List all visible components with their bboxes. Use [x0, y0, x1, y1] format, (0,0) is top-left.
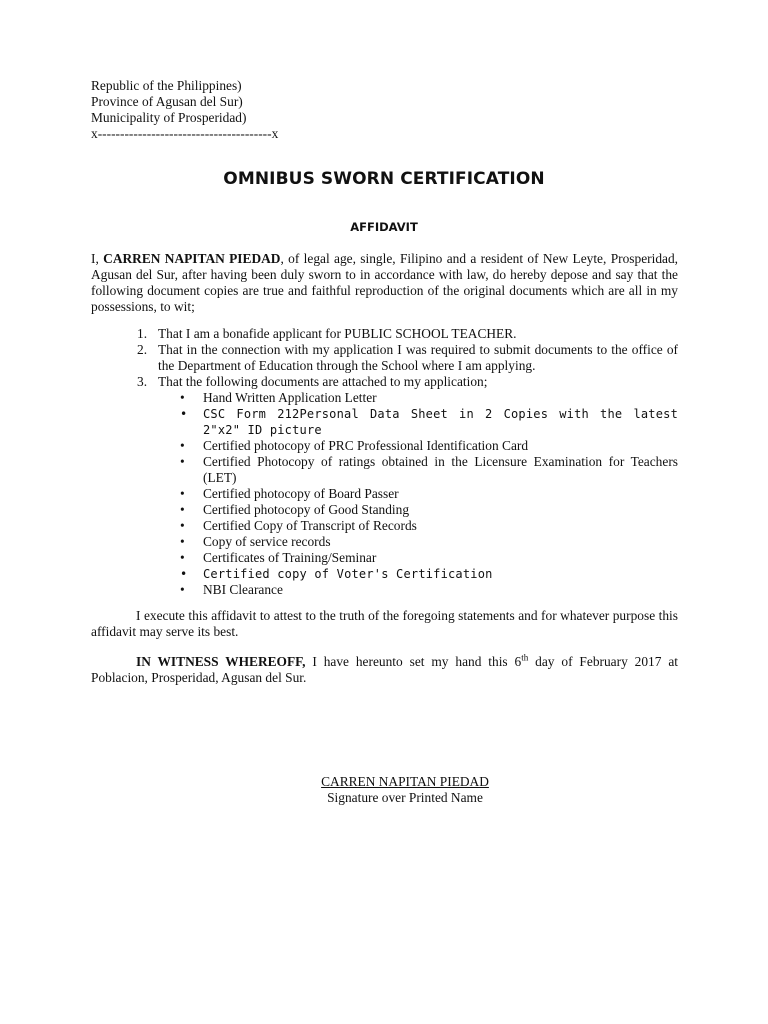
intro-text: , of legal age, single, Filipino and a resident of New Leyte, Prosperidad, Agusan del Sur, after having been duly sworn to in accordance with law, do hereby depose and say that the following document copies are true and faithful reproduction of the original documents which are all in my possessions, to wit;: [91, 251, 679, 314]
document-text: Certified Copy of Transcript of Records: [203, 518, 417, 533]
header-separator: x---------------------------------------x: [91, 126, 279, 141]
document-text: NBI Clearance: [203, 582, 283, 597]
witness-lead: IN WITNESS WHEREOFF,: [136, 654, 306, 669]
document-item: [158, 582, 678, 598]
intro-paragraph: [91, 251, 678, 315]
document-text: Hand Written Application Letter: [203, 390, 377, 405]
witness-text-end: day of February 2017 at Poblacion, Prosperidad, Agusan del Sur.: [91, 654, 678, 685]
header-republic: Republic of the Philippines): [91, 78, 242, 93]
witness-paragraph: [91, 654, 678, 686]
document-text: CSC Form 212Personal Data Sheet in 2 Copies with the latest 2"x2" ID picture: [203, 407, 678, 437]
closing-paragraph: I execute this affidavit to attest to the truth of the foregoing statements and for whatever purpose this affidavit may serve its best.: [91, 608, 678, 639]
bullet-icon: •: [180, 567, 188, 581]
statement-text: That in the connection with my application I was required to submit documents to the office of the Department of Education through the School where I am applying.: [158, 342, 678, 373]
bullet-icon: •: [180, 454, 185, 469]
document-item: [158, 390, 678, 406]
document-item: [158, 406, 678, 438]
statement-item: [122, 326, 678, 342]
document-title: OMNIBUS SWORN CERTIFICATION: [223, 169, 545, 189]
document-item: [158, 438, 678, 454]
bullet-icon: •: [180, 407, 188, 421]
statement-item: [122, 342, 678, 374]
signatory-name: CARREN NAPITAN PIEDAD: [321, 774, 489, 789]
document-item: [158, 454, 678, 486]
document-item: [158, 502, 678, 518]
document-item: [158, 534, 678, 550]
header-municipality: Municipality of Prosperidad): [91, 110, 247, 125]
statement-item: [122, 374, 678, 598]
statement-text: That the following documents are attached to my application;: [158, 374, 488, 389]
document-item: [158, 486, 678, 502]
bullet-icon: •: [180, 550, 185, 565]
bullet-icon: •: [180, 502, 185, 517]
document-list: [158, 390, 678, 598]
document-text: Certified photocopy of PRC Professional Identification Card: [203, 438, 529, 453]
bullet-icon: •: [180, 438, 185, 453]
document-text: Certified copy of Voter's Certification: [203, 567, 493, 581]
statement-number: 1.: [137, 326, 148, 341]
header-province: Province of Agusan del Sur): [91, 94, 243, 109]
jurisdiction-header: [91, 78, 391, 142]
witness-text-start: I have hereunto set my hand this 6: [305, 654, 522, 669]
intro-prefix: I,: [91, 251, 104, 266]
document-text: Copy of service records: [203, 534, 331, 549]
document-text: Certified photocopy of Good Standing: [203, 502, 410, 517]
document-text: Certified Photocopy of ratings obtained in the Licensure Examination for Teachers (LET): [203, 454, 678, 485]
document-item: [158, 566, 678, 582]
statement-list: [122, 326, 678, 598]
signature-block: [255, 774, 555, 806]
ordinal-suffix: th: [521, 652, 529, 663]
statement-number: 3.: [137, 374, 148, 389]
bullet-icon: •: [180, 518, 185, 533]
affiant-name: CARREN NAPITAN PIEDAD: [103, 251, 281, 266]
statement-text: That I am a bonafide applicant for PUBLIC SCHOOL TEACHER.: [158, 326, 517, 341]
bullet-icon: •: [180, 486, 185, 501]
document-text: Certified photocopy of Board Passer: [203, 486, 399, 501]
document-text: Certificates of Training/Seminar: [203, 550, 377, 565]
signature-caption: Signature over Printed Name: [327, 790, 483, 805]
bullet-icon: •: [180, 390, 185, 405]
bullet-icon: •: [180, 582, 185, 597]
document-subtitle: AFFIDAVIT: [350, 220, 418, 234]
statement-number: 2.: [137, 342, 148, 357]
bullet-icon: •: [180, 534, 185, 549]
document-item: [158, 518, 678, 534]
document-item: [158, 550, 678, 566]
